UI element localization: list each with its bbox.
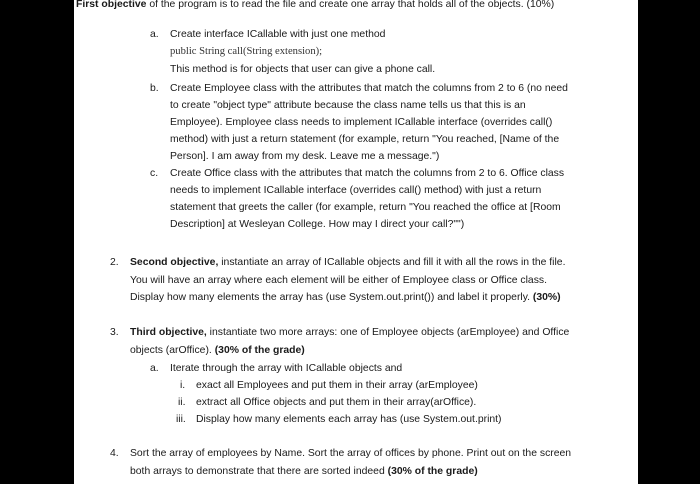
sub-b-line: Person]. I am away from my desk. Leave me a message.")	[170, 151, 440, 162]
roman-marker: i.	[180, 380, 186, 391]
sub-b-line: to create "object type" attribute because the class name tells us that this is an	[170, 100, 526, 111]
roman-item: Display how many elements each array has (use System.out.print)	[196, 414, 502, 425]
roman-item: extract all Office objects and put them in their array(arOffice).	[196, 397, 477, 408]
item-3-marker: 3.	[110, 327, 119, 338]
second-objective-heading: Second objective,	[130, 257, 219, 268]
roman-item: exact all Employees and put them in their array (arEmployee)	[196, 380, 478, 391]
roman-marker: iii.	[176, 414, 186, 425]
sub-c-line: needs to implement ICallable interface (overrides call() method) with just a return	[170, 185, 542, 196]
sub-b-line: Employee). Employee class needs to implement ICallable interface (overrides call()	[170, 117, 553, 128]
sub-a-marker: a.	[150, 29, 159, 40]
item-3-sub-a-text: Iterate through the array with ICallable objects and	[170, 363, 403, 374]
sub-b-marker: b.	[150, 83, 159, 94]
document-page	[74, 0, 638, 484]
third-objective-heading: Third objective,	[130, 327, 207, 338]
sub-c-line: Create Office class with the attributes that match the columns from 2 to 6. Office class	[170, 168, 565, 179]
item-4-marker: 4.	[110, 448, 119, 459]
first-objective-heading: First objective	[76, 0, 147, 10]
item-2-line: You will have an array where each element will be either of Employee class or Office class.	[130, 275, 547, 286]
sub-c-line: Description] at Wesleyan College. How may I direct your call?"")	[170, 219, 465, 230]
item-2-marker: 2.	[110, 257, 119, 268]
item-2-line: Display how many elements the array has (use System.out.print()) and label it properly. (30%)	[130, 292, 561, 303]
method-signature: public String call(String extension);	[170, 46, 323, 57]
item-2-line: Second objective, instantiate an array of ICallable objects and fill it with all the rows in the file.	[130, 257, 566, 268]
left-dark-border	[0, 0, 74, 484]
item-3-line: Third objective, instantiate two more arrays: one of Employee objects (arEmployee) and Office	[130, 327, 570, 338]
item-4-line: both arrays to demonstrate that there are sorted indeed (30% of the grade)	[130, 466, 478, 477]
item-3-line: objects (arOffice). (30% of the grade)	[130, 345, 305, 356]
sub-c-line: statement that greets the caller (for example, return "You reached the office at [Room	[170, 202, 561, 213]
item-3-sub-a-marker: a.	[150, 363, 159, 374]
sub-a-text: Create interface ICallable with just one method	[170, 29, 386, 40]
sub-b-line: Create Employee class with the attributes that match the columns from 2 to 6 (no need	[170, 83, 568, 94]
right-dark-border	[638, 0, 700, 484]
first-objective-line: First objective of the program is to read the file and create one array that holds all of the objects. (10%)	[76, 0, 555, 10]
sub-c-marker: c.	[150, 168, 159, 179]
roman-marker: ii.	[178, 397, 186, 408]
item-4-line: Sort the array of employees by Name. Sort the array of offices by phone. Print out on the screen	[130, 448, 572, 459]
sub-a-note: This method is for objects that user can give a phone call.	[170, 64, 436, 75]
sub-b-line: method) with just a return statement (for example, return "You reached, [Name of the	[170, 134, 560, 145]
